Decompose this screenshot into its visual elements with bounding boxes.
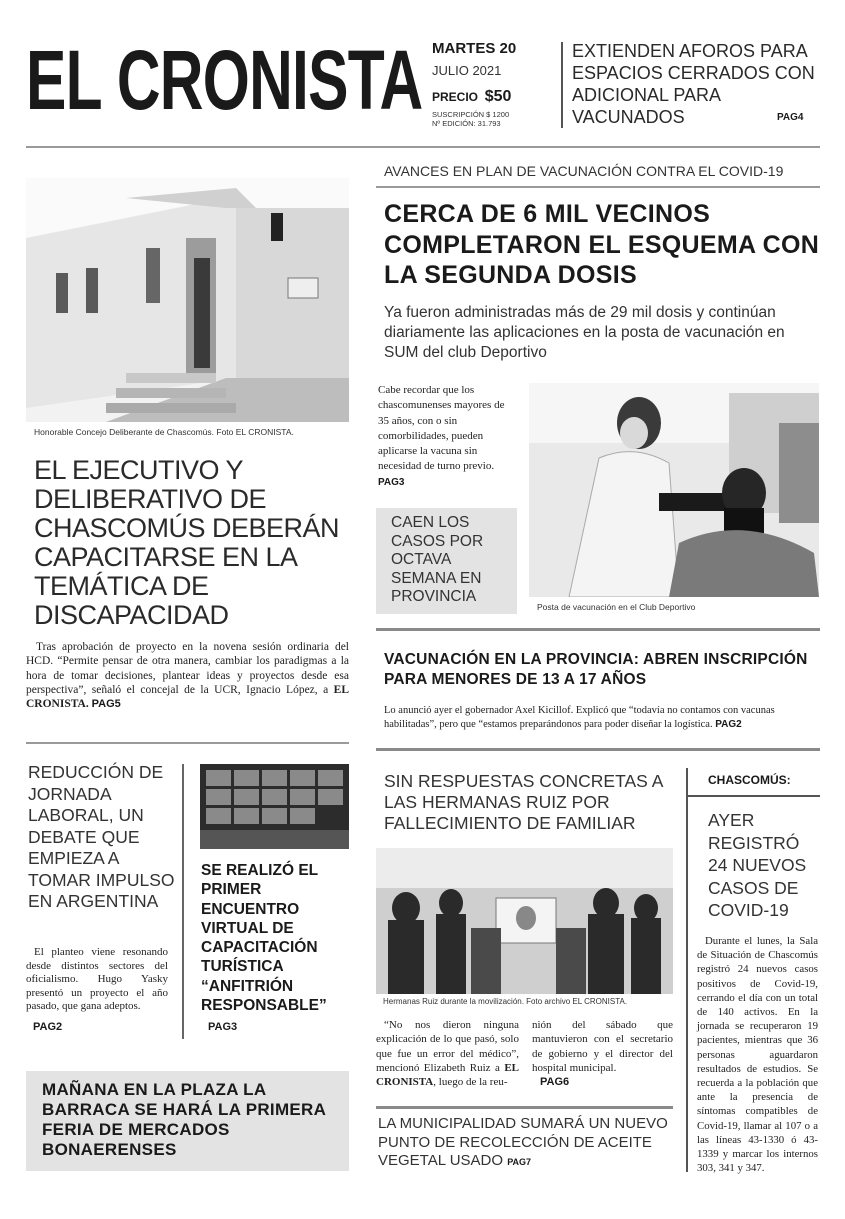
main-body: Cabe recordar que los chascomunenses mayores de 35 años, con o sin comorbilidades, pueden aplicarse la vacuna sin necesidad de turno previo. PAG3 [378, 384, 505, 488]
top-story-page[interactable]: PAG4 [777, 112, 804, 123]
vaccination-photo [529, 383, 819, 597]
fair-box[interactable] [26, 1071, 349, 1171]
oil-page[interactable]: PAG7 [507, 1157, 532, 1167]
hcd-body-bold: EL CRONISTA. [26, 683, 350, 711]
province-bottom-rule [376, 748, 820, 751]
ruiz-body-col1: “No nos dieron ninguna explicación de lo que pasó, solo que fue un error del médico”, mencionó Elizabeth Ruiz a EL CRONISTA, luego de la reu- [376, 1019, 519, 1089]
covid-headline[interactable]: AYER REGISTRÓ 24 NUEVOS CASOS DE COVID-19 [708, 810, 807, 920]
provincia-box-headline: CAEN LOS CASOS POR OCTAVA SEMANA EN PROVINCIA [391, 514, 484, 605]
ruiz-headline[interactable]: SIN RESPUESTAS CONCRETAS A LAS HERMANAS RUIZ POR FALLECIMIENTO DE FAMILIAR [384, 771, 663, 833]
price-label: PRECIO [432, 90, 479, 104]
hcd-photo-caption: Honorable Concejo Deliberante de Chascomús. Foto EL CRONISTA. [34, 427, 294, 437]
hcd-body: Tras aprobación de proyecto en la novena sesión ordinaria del HCD. “Permite pensar de otra manera, cambiar los paradigmas a la hora de tomar decisiones, plantear ideas y proyectos desde esa perspectiva”, señaló el concejal de la UCR, Ignacio López, a EL CRONISTA. PAG5 [26, 641, 350, 711]
ruiz-photo-caption: Hermanas Ruiz durante la movilización. Foto archivo EL CRONISTA. [383, 997, 628, 1006]
ruiz-bottom-rule [376, 1106, 673, 1109]
price [432, 88, 511, 106]
ruiz-protest-photo [376, 848, 673, 994]
main-headline[interactable]: CERCA DE 6 MIL VECINOS COMPLETARON EL ESQUEMA CON LA SEGUNDA DOSIS [384, 200, 820, 289]
vaccination-photo-caption: Posta de vacunación en el Club Deportivo [537, 602, 696, 612]
tourism-headline[interactable]: SE REALIZÓ EL PRIMER ENCUENTRO VIRTUAL DE CAPACITACIÓN TURÍSTICA “ANFITRIÓN RESPONSABLE” [201, 862, 327, 1015]
top-story-headline: EXTIENDEN AFOROS PARA ESPACIOS CERRADOS CON ADICIONAL PARA VACUNADOS [572, 41, 815, 127]
labor-body: El planteo viene resonando desde distintos sectores del oficialismo. Hugo Yasky presentó un proyecto el año pasado, que gana adeptos. [26, 946, 168, 1013]
issue-month: JULIO 2021 [432, 63, 502, 78]
oil-headline: LA MUNICIPALIDAD SUMARÁ UN NUEVO PUNTO DE RECOLECCIÓN DE ACEITE VEGETAL USADO [378, 1115, 668, 1169]
ruiz-page[interactable]: PAG6 [540, 1076, 570, 1088]
main-kicker: AVANCES EN PLAN DE VACUNACIÓN CONTRA EL COVID-19 [384, 163, 784, 179]
hcd-page[interactable]: PAG5 [91, 698, 121, 711]
edition-number: Nº EDICIÓN: 31.793 [432, 119, 501, 128]
masthead-divider [561, 42, 563, 128]
labor-divider [182, 764, 184, 1039]
labor-headline[interactable]: REDUCCIÓN DE JORNADA LABORAL, UN DEBATE QUE EMPIEZA A TOMAR IMPULSO EN ARGENTINA [28, 762, 175, 911]
main-page[interactable]: PAG3 [378, 476, 405, 488]
main-bottom-rule [376, 628, 820, 631]
kicker-rule [376, 186, 820, 188]
province-headline[interactable]: VACUNACIÓN EN LA PROVINCIA: ABREN INSCRIPCIÓN PARA MENORES DE 13 A 17 AÑOS [384, 651, 808, 688]
tourism-page[interactable]: PAG3 [208, 1021, 238, 1033]
subscription-price: SUSCRIPCIÓN $ 1200 [432, 110, 510, 119]
hcd-headline[interactable]: EL EJECUTIVO Y DELIBERATIVO DE CHASCOMÚS DEBERÁN CAPACITARSE EN LA TEMÁTICA DE DISCAPACIDAD [34, 455, 340, 630]
newspaper-logo: EL CRONISTA [26, 33, 423, 127]
labor-page[interactable]: PAG2 [33, 1021, 63, 1033]
fair-headline: MAÑANA EN LA PLAZA LA BARRACA SE HARÁ LA PRIMERA FERIA DE MERCADOS BONAERENSES [42, 1080, 326, 1159]
hcd-building-photo [26, 178, 349, 422]
oil-story[interactable] [378, 1115, 678, 1172]
covid-label-rule [686, 795, 820, 797]
price-value: $50 [484, 88, 512, 105]
province-body: Lo anunció ayer el gobernador Axel Kicillof. Explicó que “todavía no contamos con vacunas habilitadas”, pero que “estamos preparándonos para poder diseñar la logística. PAG2 [384, 705, 775, 730]
issue-day: MARTES 20 [432, 40, 517, 57]
subscription-info [432, 110, 509, 128]
covid-box-label: CHASCOMÚS: [708, 773, 791, 787]
left-divider [26, 742, 349, 744]
provincia-box[interactable] [376, 508, 517, 614]
masthead-rule [26, 146, 820, 148]
covid-body: Durante el lunes, la Sala de Situación de Chascomús registró 24 nuevos casos positivos de Covid-19, cerrando el día con un total de 140 activos. En la jornada se recuperaron 19 pacientes, mientras que 36 personas aguardaron resultados de estudios. Se recuerda a la población que ante la presencia de síntomas compatibles de Covid-19, llamar al 107 o a las líneas 43-1330 ó 43-1339 y marcar los internos 303, 341 y 347. [697, 935, 818, 1175]
province-page[interactable]: PAG2 [715, 719, 742, 730]
main-subhead: Ya fueron administradas más de 29 mil dosis y continúan diariamente las aplicaciones en la posta de vacunación en SUM del club Deportivo [384, 304, 785, 361]
ruiz-body-col2: nión del sábado que mantuvieron con el secretario de gobierno y el director del hospital municipal. [532, 1019, 673, 1074]
covid-box-divider [686, 768, 688, 1172]
virtual-meeting-photo [200, 764, 349, 849]
